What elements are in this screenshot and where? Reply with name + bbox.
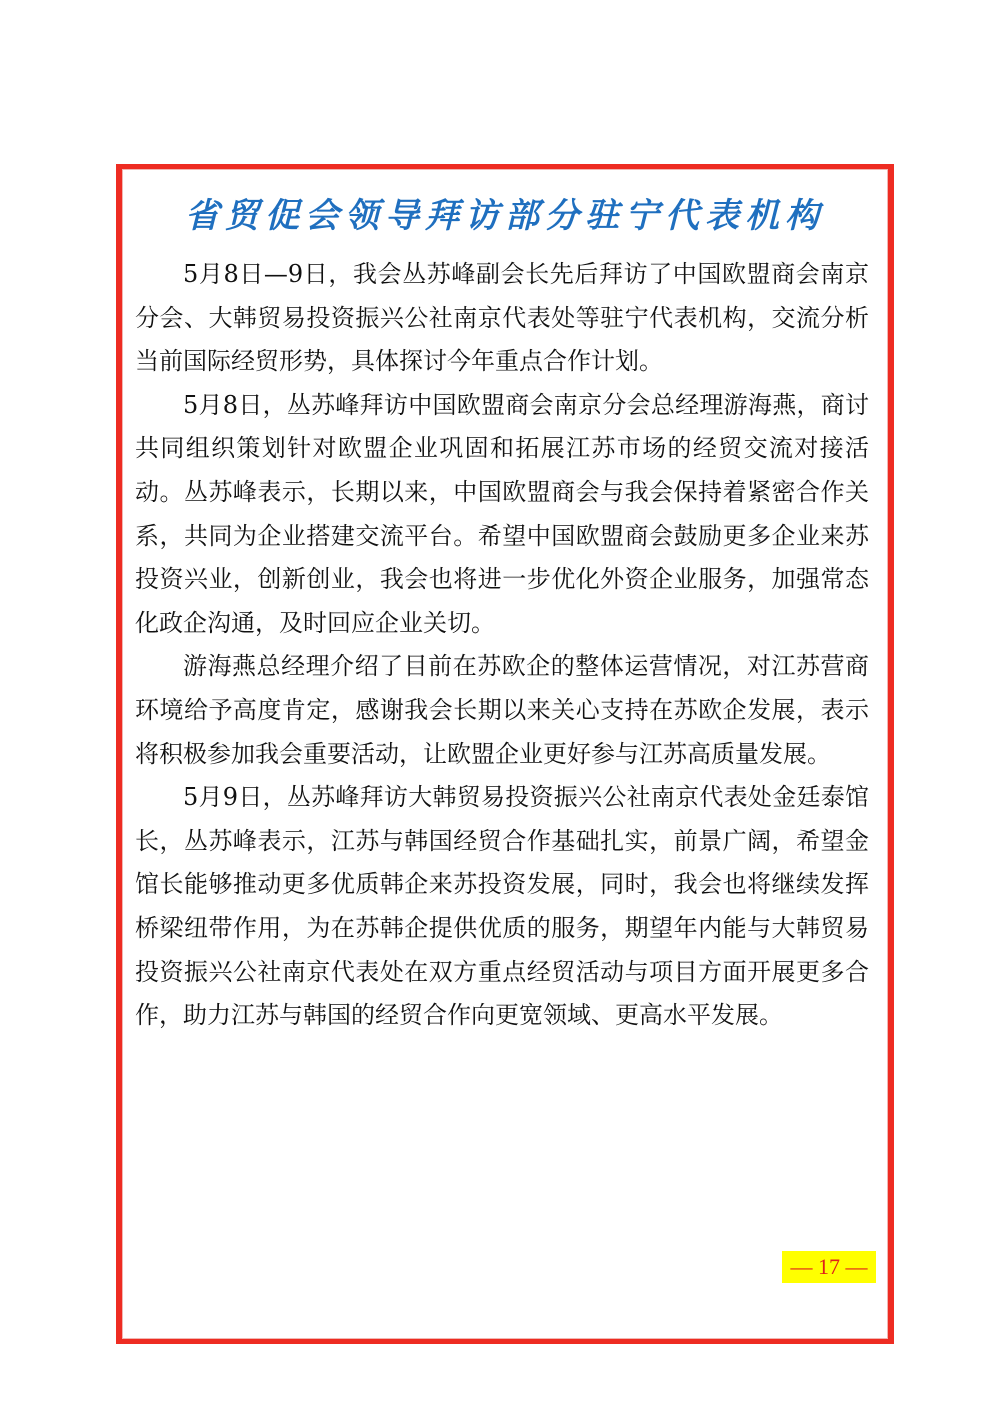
- paragraph-2: 5月8日，丛苏峰拜访中国欧盟商会南京分会总经理游海燕，商讨共同组织策划针对欧盟企业巩固和拓展江苏市场的经贸交流对接活动。丛苏峰表示，长期以来，中国欧盟商会与我会保持着紧密合作关系，共同为企业搭建交流平台。希望中国欧盟商会鼓励更多企业来苏投资兴业，创新创业，我会也将进一步优化外资企业服务，加强常态化政企沟通，及时回应企业关切。: [135, 390, 869, 637]
- article-body: [135, 253, 869, 1038]
- document-title: 省贸促会领导拜访部分驻宁代表机构: [185, 196, 825, 236]
- paragraph-4: 5月9日，丛苏峰拜访大韩贸易投资振兴公社南京代表处金廷泰馆长，丛苏峰表示，江苏与韩国经贸合作基础扎实，前景广阔，希望金馆长能够推动更多优质韩企来苏投资发展，同时，我会也将继续发挥桥梁纽带作用，为在苏韩企提供优质的服务，期望年内能与大韩贸易投资振兴公社南京代表处在双方重点经贸活动与项目方面开展更多合作，助力江苏与韩国的经贸合作向更宽领域、更高水平发展。: [135, 783, 869, 1030]
- paragraph-1: 5月8日—9日，我会丛苏峰副会长先后拜访了中国欧盟商会南京分会、大韩贸易投资振兴公社南京代表处等驻宁代表机构，交流分析当前国际经贸形势，具体探讨今年重点合作计划。: [135, 260, 869, 376]
- page-number: — 17 —: [782, 1251, 876, 1283]
- paragraph-3: 游海燕总经理介绍了目前在苏欧企的整体运营情况，对江苏营商环境给予高度肯定，感谢我会长期以来关心支持在苏欧企发展，表示将积极参加我会重要活动，让欧盟企业更好参与江苏高质量发展。: [135, 652, 869, 768]
